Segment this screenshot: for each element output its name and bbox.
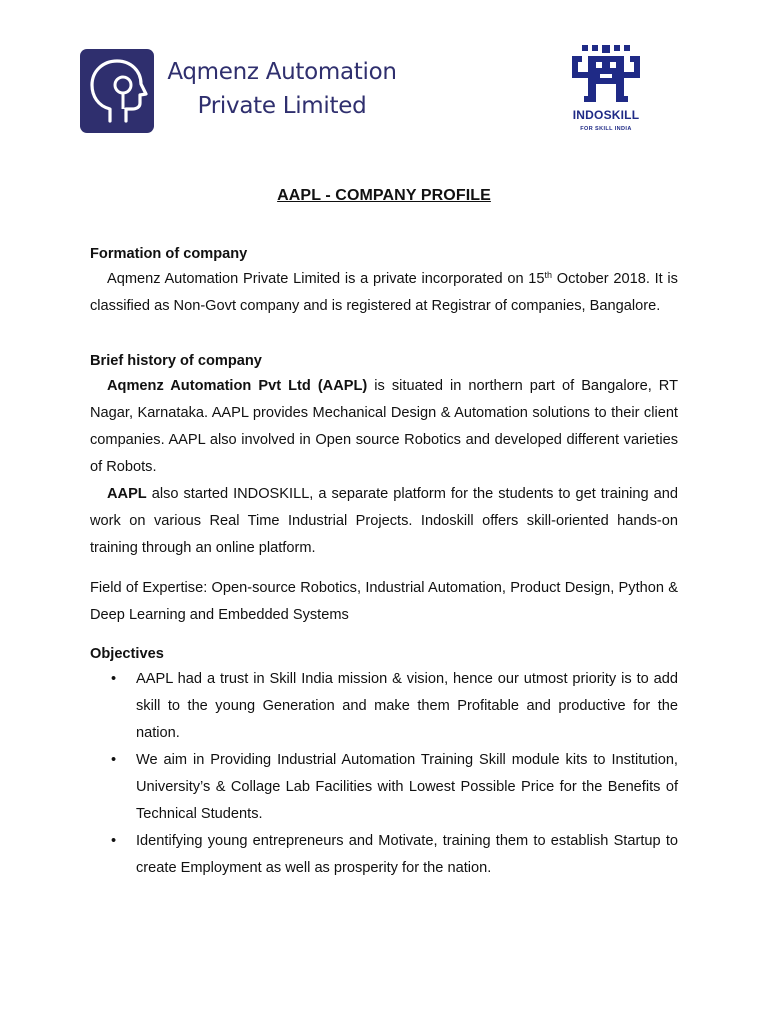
formation-text-end: October 2018. It is classified as Non-Govt company and is registered at Registrar of companies, Bangalore. (90, 271, 678, 314)
section-spacer (90, 320, 678, 349)
bullet-icon: • (111, 752, 117, 768)
objectives-heading: Objectives (90, 646, 164, 662)
indoskill-tagline: FOR SKILL INDIA (580, 126, 632, 132)
list-item (90, 747, 678, 828)
history-paragraph-1-text: is situated in northern part of Bangalore, RT Nagar, Karnataka. AAPL provides Mechanical Design & Automation solutions to their client companies. AAPL also involved in Open source Robotics and developed different varieties of Robots. (90, 378, 679, 475)
history-aapl-label: AAPL (107, 486, 147, 502)
formation-text-start: Aqmenz Automation Private Limited is a private incorporated on 15 (107, 271, 545, 287)
section-spacer (90, 629, 678, 642)
bullet-icon: • (111, 833, 117, 849)
section-spacer (90, 562, 678, 575)
history-paragraph-2-text: also started INDOSKILL, a separate platform for the students to get training and work on various Real Time Industrial Projects. Indoskill offers skill-oriented hands-on training through an online platform. (90, 486, 678, 556)
formation-heading: Formation of company (90, 246, 248, 262)
expertise-paragraph: Field of Expertise: Open-source Robotics, Industrial Automation, Product Design, Python & Deep Learning and Embedded Systems (90, 580, 678, 623)
document-title: AAPL - COMPANY PROFILE (277, 187, 491, 204)
history-paragraph-1 (90, 373, 678, 481)
document-body (90, 242, 678, 882)
list-item (90, 828, 678, 882)
aqmenz-logo (80, 49, 400, 135)
indoskill-robot-icon (558, 42, 654, 108)
company-name-logo (164, 55, 400, 123)
objective-text: We aim in Providing Industrial Automation Training Skill module kits to Institution, University’s & Collage Lab Facilities with Lowest Possible Price for the Benefits of Technical Students. (136, 752, 678, 822)
bullet-icon: • (111, 671, 117, 687)
head-gear-icon (80, 49, 154, 133)
history-company-name: Aqmenz Automation Pvt Ltd (AAPL) (107, 378, 368, 394)
list-item (90, 666, 678, 747)
indoskill-logo (558, 42, 654, 138)
objective-text: AAPL had a trust in Skill India mission & vision, hence our utmost priority is to add skill to the young Generation and make them Profitable and productive for the nation. (136, 671, 678, 741)
indoskill-brand-text: INDOSKILL (572, 108, 640, 122)
history-paragraph-2 (90, 481, 678, 562)
objectives-list (90, 666, 678, 882)
objective-text: Identifying young entrepreneurs and Motivate, training them to establish Startup to create Employment as well as prosperity for the nation. (136, 833, 678, 876)
history-heading: Brief history of company (90, 353, 262, 369)
company-name-line2: Private Limited (197, 93, 367, 119)
company-name-line1: Aqmenz Automation (167, 59, 397, 85)
date-ordinal-suffix: th (544, 270, 553, 280)
formation-paragraph (90, 266, 678, 320)
